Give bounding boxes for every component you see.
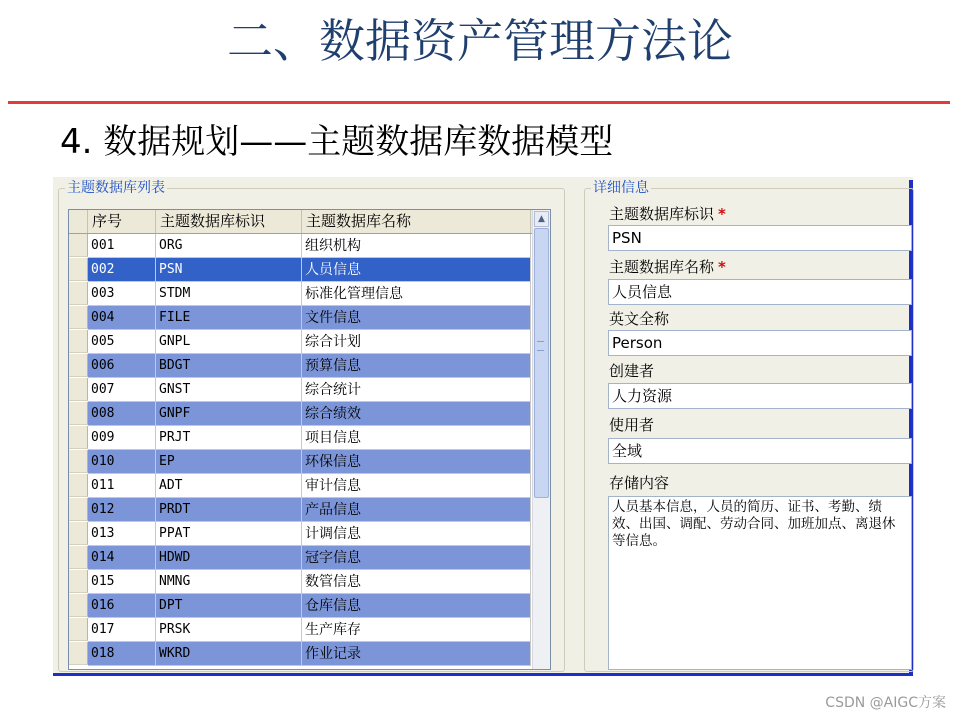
column-header-index[interactable]: 序号	[88, 210, 156, 233]
grid-corner	[69, 210, 88, 233]
cell-name: 数管信息	[302, 570, 531, 594]
scroll-up-icon[interactable]: ▲	[534, 211, 549, 227]
title-divider	[8, 101, 950, 104]
cell-index: 002	[88, 258, 156, 282]
cell-name: 生产库存	[302, 618, 531, 642]
field-content-textarea[interactable]: 人员基本信息，人员的简历、证书、考勤、绩效、出国、调配、劳动合同、加班加点、离退休等信息。	[608, 496, 912, 670]
cell-name: 环保信息	[302, 450, 531, 474]
row-selector[interactable]	[69, 618, 88, 641]
cell-name: 预算信息	[302, 354, 531, 378]
column-header-name[interactable]: 主题数据库名称	[302, 210, 531, 233]
row-selector[interactable]	[69, 546, 88, 569]
cell-name: 计调信息	[302, 522, 531, 546]
scroll-grip-icon	[537, 341, 544, 351]
cell-id: HDWD	[156, 546, 302, 570]
cell-index: 008	[88, 402, 156, 426]
cell-index: 007	[88, 378, 156, 402]
table-row[interactable]	[88, 546, 531, 570]
table-row[interactable]	[88, 306, 531, 330]
cell-id: FILE	[156, 306, 302, 330]
row-selector[interactable]	[69, 522, 88, 545]
cell-id: GNST	[156, 378, 302, 402]
table-row[interactable]	[88, 450, 531, 474]
table-row[interactable]	[88, 474, 531, 498]
cell-index: 013	[88, 522, 156, 546]
cell-name: 文件信息	[302, 306, 531, 330]
cell-index: 005	[88, 330, 156, 354]
row-selector[interactable]	[69, 450, 88, 473]
field-creator-input[interactable]: 人力资源	[608, 383, 912, 409]
field-label-db-id: 主题数据库标识 *	[609, 205, 726, 223]
cell-index: 017	[88, 618, 156, 642]
cell-id: GNPF	[156, 402, 302, 426]
cell-name: 审计信息	[302, 474, 531, 498]
field-label-english-name: 英文全称	[609, 310, 670, 328]
cell-index: 011	[88, 474, 156, 498]
cell-index: 009	[88, 426, 156, 450]
row-selector[interactable]	[69, 378, 88, 401]
list-group-label: 主题数据库列表	[67, 180, 165, 196]
row-selector[interactable]	[69, 474, 88, 497]
field-db-name-input[interactable]: 人员信息	[608, 279, 912, 305]
required-mark: *	[718, 205, 726, 223]
cell-index: 010	[88, 450, 156, 474]
grid-header	[69, 210, 535, 234]
table-row[interactable]	[88, 498, 531, 522]
cell-name: 项目信息	[302, 426, 531, 450]
table-row[interactable]	[88, 402, 531, 426]
cell-name: 标准化管理信息	[302, 282, 531, 306]
cell-index: 018	[88, 642, 156, 666]
cell-name: 仓库信息	[302, 594, 531, 618]
slide-subtitle: 4. 数据规划——主题数据库数据模型	[60, 122, 614, 162]
row-selector[interactable]	[69, 426, 88, 449]
cell-name: 综合统计	[302, 378, 531, 402]
table-row[interactable]	[88, 570, 531, 594]
field-label-creator: 创建者	[609, 362, 655, 380]
cell-id: PRSK	[156, 618, 302, 642]
cell-id: EP	[156, 450, 302, 474]
row-selector[interactable]	[69, 282, 88, 305]
cell-index: 012	[88, 498, 156, 522]
row-selector[interactable]	[69, 330, 88, 353]
slide-title: 二、数据资产管理方法论	[227, 14, 733, 68]
cell-index: 006	[88, 354, 156, 378]
table-row[interactable]	[88, 522, 531, 546]
cell-index: 001	[88, 234, 156, 258]
table-row[interactable]	[88, 234, 531, 258]
cell-id: WKRD	[156, 642, 302, 666]
field-user-input[interactable]: 全域	[608, 438, 912, 464]
cell-id: PSN	[156, 258, 302, 282]
table-row[interactable]	[88, 618, 531, 642]
cell-id: PPAT	[156, 522, 302, 546]
row-selector[interactable]	[69, 306, 88, 329]
cell-id: GNPL	[156, 330, 302, 354]
row-selector[interactable]	[69, 498, 88, 521]
cell-index: 003	[88, 282, 156, 306]
watermark: CSDN @AIGC方案	[825, 695, 946, 711]
row-selector[interactable]	[69, 402, 88, 425]
cell-name: 综合计划	[302, 330, 531, 354]
row-selector[interactable]	[69, 570, 88, 593]
row-selector[interactable]	[69, 234, 88, 257]
table-row[interactable]	[88, 282, 531, 306]
table-row[interactable]	[88, 378, 531, 402]
cell-id: ADT	[156, 474, 302, 498]
cell-id: PRJT	[156, 426, 302, 450]
cell-name: 人员信息	[302, 258, 531, 282]
field-label-db-name: 主题数据库名称 *	[609, 258, 726, 276]
cell-name: 综合绩效	[302, 402, 531, 426]
detail-group-label: 详细信息	[593, 180, 649, 196]
cell-name: 作业记录	[302, 642, 531, 666]
scroll-thumb[interactable]	[534, 228, 549, 498]
cell-id: NMNG	[156, 570, 302, 594]
cell-id: BDGT	[156, 354, 302, 378]
field-english-name-input[interactable]: Person	[608, 330, 912, 356]
table-row[interactable]	[88, 330, 531, 354]
cell-index: 014	[88, 546, 156, 570]
subject-db-grid[interactable]	[68, 209, 551, 670]
cell-name: 冠字信息	[302, 546, 531, 570]
field-label-user: 使用者	[609, 416, 655, 434]
field-db-id-input[interactable]: PSN	[608, 225, 912, 251]
cell-id: DPT	[156, 594, 302, 618]
cell-name: 产品信息	[302, 498, 531, 522]
cell-id: ORG	[156, 234, 302, 258]
row-selector[interactable]	[69, 354, 88, 377]
row-selector[interactable]	[69, 642, 88, 665]
required-mark: *	[718, 258, 726, 276]
table-row[interactable]	[88, 258, 531, 282]
row-selector[interactable]	[69, 594, 88, 617]
row-selector[interactable]	[69, 258, 88, 281]
cell-id: PRDT	[156, 498, 302, 522]
table-row[interactable]	[88, 642, 531, 666]
table-row[interactable]	[88, 426, 531, 450]
field-label-content: 存储内容	[609, 474, 670, 492]
table-row[interactable]	[88, 354, 531, 378]
cell-index: 016	[88, 594, 156, 618]
cell-index: 015	[88, 570, 156, 594]
cell-id: STDM	[156, 282, 302, 306]
column-header-id[interactable]: 主题数据库标识	[156, 210, 302, 233]
table-row[interactable]	[88, 594, 531, 618]
vertical-scrollbar[interactable]	[532, 210, 550, 669]
cell-index: 004	[88, 306, 156, 330]
cell-name: 组织机构	[302, 234, 531, 258]
